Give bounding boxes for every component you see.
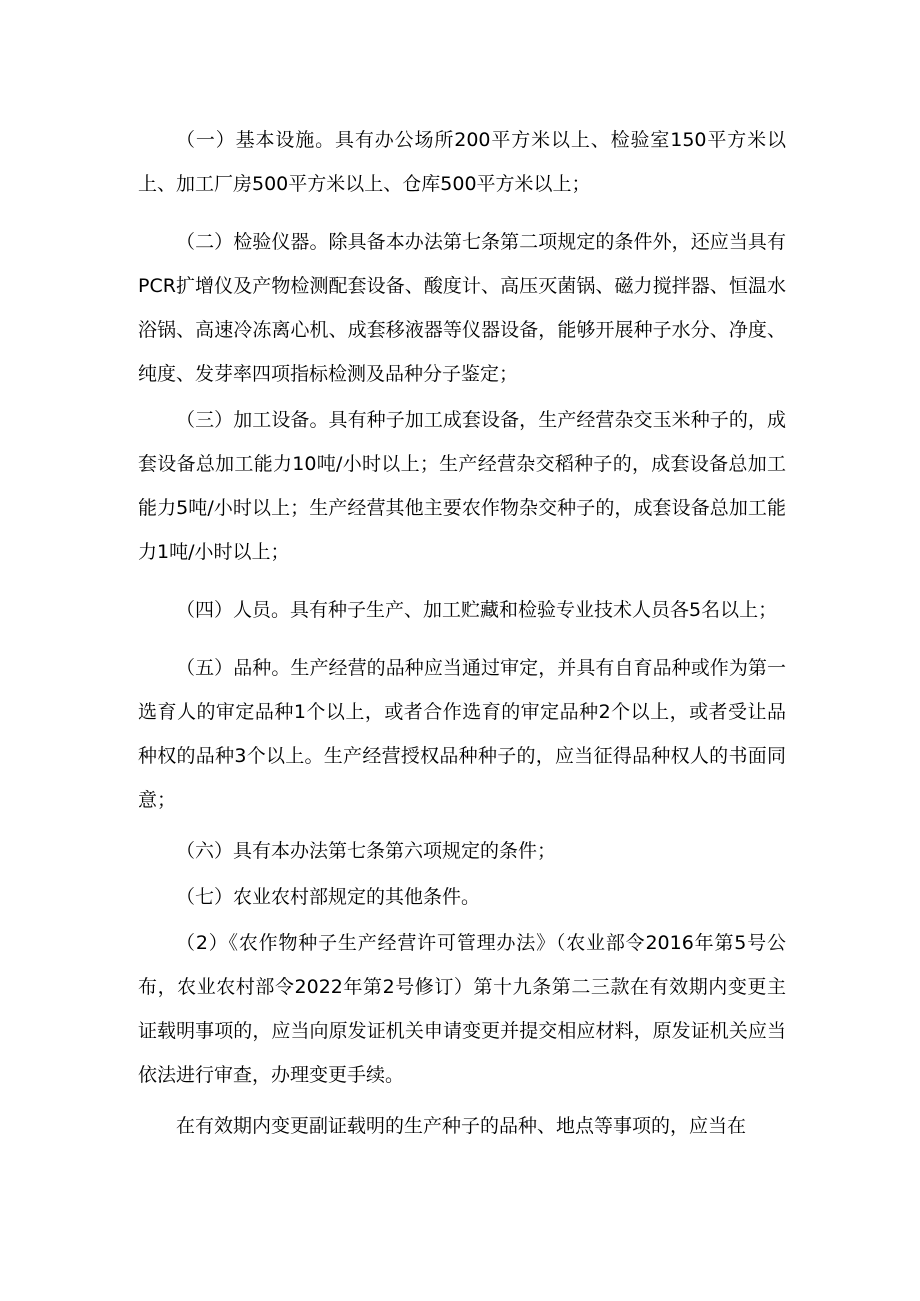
paragraph-sub-certificate-change: 在有效期内变更副证载明的生产种子的品种、地点等事项的，应当在 (176, 1115, 747, 1137)
paragraph-processing-equipment: （三）加工设备。具有种子加工成套设备，生产经营杂交玉米种子的，成套设备总加工能力10吨/小时以上；生产经营杂交稻种子的，成套设备总加工能力5吨/小时以上；生产经营其他主要农作物杂交种子的，成套设备总加工能力1吨/小时以上； (138, 409, 786, 563)
document-body (138, 118, 786, 1148)
paragraph-condition-six: （六）具有本办法第七条第六项规定的条件； (176, 840, 557, 862)
paragraph-condition-seven: （七）农业农村部规定的其他条件。 (176, 886, 481, 908)
paragraph-measures-article-19: （2）《农作物种子生产经营许可管理办法》（农业部令2016年第5号公布，农业农村部令2022年第2号修订）第十九条第二三款在有效期内变更主证载明事项的，应当向原发证机关申请变更并提交相应材料，原发证机关应当依法进行审查，办理变更手续。 (138, 932, 786, 1086)
paragraph-personnel: （四）人员。具有种子生产、加工贮藏和检验专业技术人员各5名以上； (176, 599, 778, 621)
paragraph-basic-facilities: （一）基本设施。具有办公场所200平方米以上、检验室150平方米以上、加工厂房500平方米以上、仓库500平方米以上； (138, 129, 786, 195)
paragraph-inspection-instruments: （二）检验仪器。除具备本办法第七条第二项规定的条件外，还应当具有PCR扩增仪及产物检测配套设备、酸度计、高压灭菌锅、磁力搅拌器、恒温水浴锅、高速冷冻离心机、成套移液器等仪器设备，能够开展种子水分、净度、纯度、发芽率四项指标检测及品种分子鉴定； (138, 231, 786, 385)
paragraph-varieties: （五）品种。生产经营的品种应当通过审定，并具有自育品种或作为第一选育人的审定品种1个以上，或者合作选育的审定品种2个以上，或者受让品种权的品种3个以上。生产经营授权品种种子的，应当征得品种权人的书面同意； (138, 657, 786, 811)
